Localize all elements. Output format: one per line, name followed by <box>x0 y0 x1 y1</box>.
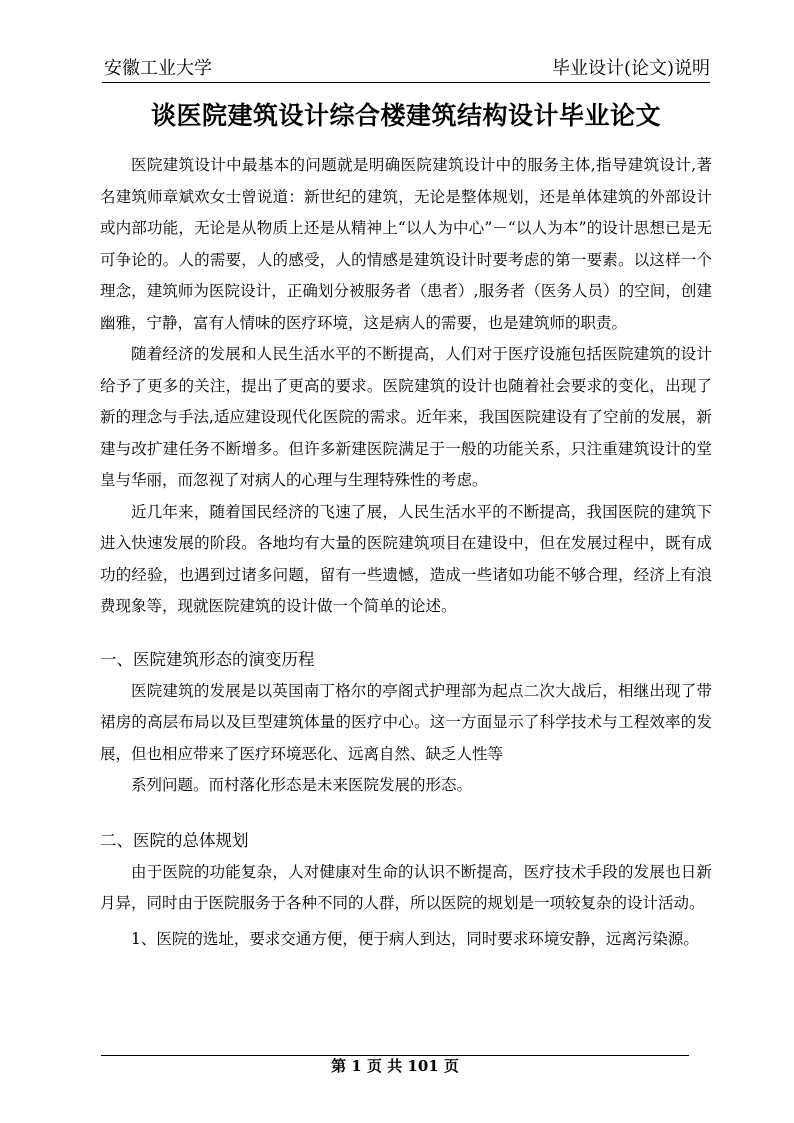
paragraph-intro-1: 医院建筑设计中最基本的问题就是明确医院建筑设计中的服务主体,指导建筑设计,著名建筑师章斌欢女士曾说道：新世纪的建筑，无论是整体规划，还是单体建筑的外部设计或内部功能，无论是从物质上还是从精神上“以人为中心”－“以人为本”的设计思想已是无可争论的。人的需要，人的感受，人的情感是建筑设计时要考虑的第一要素。以这样一个理念，建筑师为医院设计，正确划分被服务者（患者）,服务者（医务人员）的空间，创建幽雅，宁静，富有人情味的医疗环境，这是病人的需要，也是建筑师的职责。 <box>100 156 712 332</box>
section-heading-2: 二、医院的总体规划 <box>100 830 249 850</box>
section-heading-1: 一、医院建筑形态的演变历程 <box>100 649 315 669</box>
paragraph-intro-3: 近几年来，随着国民经济的飞速了展，人民生活水平的不断提高，我国医院的建筑下进入快速发展的阶段。各地均有大量的医院建筑项目在建设中，但在发展过程中，既有成功的经验，也遇到过诸多问题，留有一些遗憾，造成一些诸如功能不够合理，经济上有浪费现象等，现就医院建筑的设计做一个简单的论述。 <box>100 502 712 615</box>
page-number: 第 1 页 共 101 页 <box>331 1057 459 1075</box>
header-doc-type: 毕业设计(论文)说明 <box>551 58 710 79</box>
section-2-paragraph-2: 1、医院的选址，要求交通方便，便于病人到达，同时要求环境安静，远离污染源。 <box>131 929 699 948</box>
page-header <box>102 56 710 83</box>
section-1-paragraph-1: 医院建筑的发展是以英国南丁格尔的亭阁式护理部为起点二次大战后，相继出现了带裙房的高层布局以及巨型建筑体量的医疗中心。这一方面显示了科学技术与工程效率的发展，但也相应带来了医疗环境恶化、远离自然、缺乏人性等 <box>100 681 712 763</box>
footer-divider <box>101 1055 689 1056</box>
document-body <box>100 150 712 955</box>
header-university: 安徽工业大学 <box>104 58 212 79</box>
document-title: 谈医院建筑设计综合楼建筑结构设计毕业论文 <box>150 101 661 130</box>
section-2-paragraph-1: 由于医院的功能复杂，人对健康对生命的认识不断提高，医疗技术手段的发展也日新月异，同时由于医院服务于各种不同的人群，所以医院的规划是一项较复杂的设计活动。 <box>100 862 712 912</box>
section-1-paragraph-2: 系列问题。而村落化形态是未来医院发展的形态。 <box>131 776 473 794</box>
paragraph-intro-2: 随着经济的发展和人民生活水平的不断提高，人们对于医疗设施包括医院建筑的设计给予了更多的关注，提出了更高的要求。医院建筑的设计也随着社会要求的变化，出现了新的理念与手法,适应建设现代化医院的需求。近年来，我国医院建设有了空前的发展，新建与改扩建任务不断增多。但许多新建医院满足于一般的功能关系，只注重建筑设计的堂皇与华丽，而忽视了对病人的心理与生理特殊性的考虑。 <box>100 345 712 489</box>
